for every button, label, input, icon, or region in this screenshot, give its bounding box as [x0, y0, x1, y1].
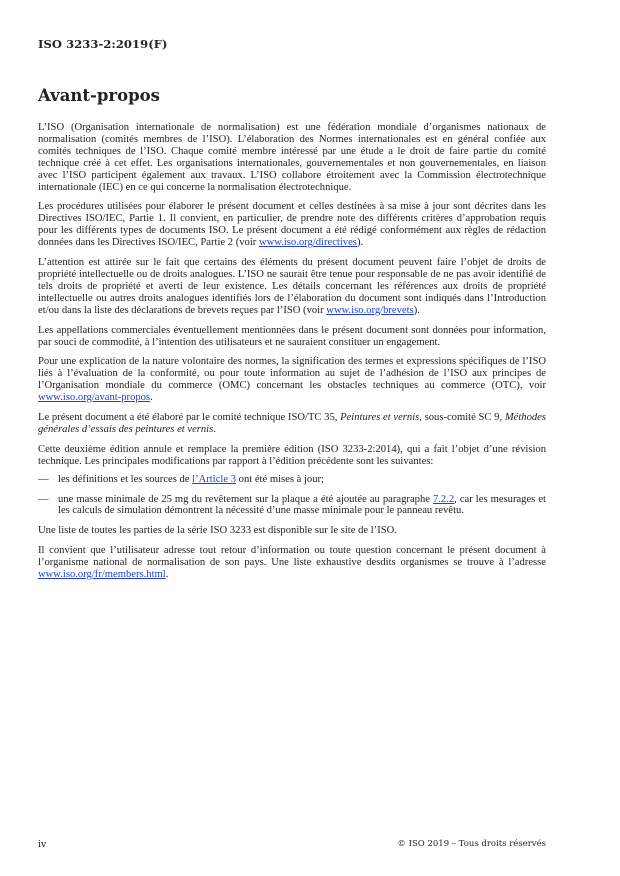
document-id: ISO 3233-2:2019(F) [38, 37, 168, 51]
paragraph-patents: L’attention est attirée sur le fait que certains des éléments du présent document peuvent faire l’objet de droits de propriété intellectuelle ou de droits analogues. L’ISO ne saurait être tenue pour responsable de ne pas avoir identifié de tels droits de propriété et averti de leur existence. Les détails concernant les références aux droits de propriété intellectuelle ou autres droits analogues identifiés lors de l’élaboration du document sont indiqués dans l’Introduction et/ou dans la liste des déclarations de brevets reçues par l’ISO (voir www.iso.org/brevets). [38, 257, 546, 316]
dash-marker: — [38, 493, 49, 505]
paragraph-iso-intro: L’ISO (Organisation internationale de normalisation) est une fédération mondiale d’organismes nationaux de normalisation (comités membres de l’ISO). L’élaboration des Normes internationales est en général confiée aux comités techniques de l’ISO. Chaque comité membre intéressé par une étude a le droit de faire partie du comité technique créé à cet effet. Les organisations internationales, gouvernementales et non gouvernementales, en liaison avec l’ISO participent également aux travaux. L’ISO collabore étroitement avec la Commission électrotechnique internationale (IEC) en ce qui concerne la normalisation électrotechnique. [38, 122, 546, 193]
foreword-link[interactable]: www.iso.org/avant-propos [38, 392, 151, 404]
list-item: — les définitions et les sources de l’Article 3 ont été mises à jour; [38, 473, 324, 485]
dash-marker: — [38, 473, 49, 485]
paragraph-procedures: Les procédures utilisées pour élaborer le présent document et celles destinées à sa mise à jour sont décrites dans les Directives ISO/IEC, Partie 1. Il convient, en particulier, de prendre note des différents critères d’approbation requis pour les différents types de documents ISO. Le présent document a été rédigé conformément aux règles de rédaction données dans les Directives ISO/IEC, Partie 2 (voir www.iso.org/directives). [38, 201, 546, 249]
paragraph-feedback: Il convient que l’utilisateur adresse tout retour d’information ou toute question concernant le présent document à l’organisme national de normalisation de son pays. Une liste exhaustive desdits organismes se trouve à l’adresse www.iso.org/fr/members.html. [38, 545, 546, 581]
copyright-notice: © ISO 2019 – Tous droits réservés [397, 839, 546, 849]
paragraph-series-list: Une liste de toutes les parties de la série ISO 3233 est disponible sur le site de l’ISO. [38, 525, 397, 537]
article-3-link[interactable]: l’Article 3 [192, 473, 236, 485]
page-title: Avant-propos [38, 86, 160, 105]
list-item: — une masse minimale de 25 mg du revêtement sur la plaque a été ajoutée au paragraphe 7.2.2, car les mesurages et les calculs de simulation démontrent la nécessité d’une masse minimale pour le panneau revêtu. [38, 493, 546, 517]
subclause-7-2-2-link[interactable]: 7.2.2 [432, 493, 455, 505]
members-link[interactable]: www.iso.org/fr/members.html [38, 569, 166, 581]
foreword-body [38, 122, 546, 589]
paragraph-voluntary-nature: Pour une explication de la nature volontaire des normes, la signification des termes et expressions spécifiques de l’ISO liés à l’évaluation de la conformité, ou pour toute information au sujet de l’adhésion de l’ISO aux principes de l’Organisation mondiale du commerce (OMC) concernant les obstacles techniques au commerce (OTC), voir www.iso.org/avant-propos. [38, 356, 546, 404]
directives-link[interactable]: www.iso.org/directives [258, 237, 357, 249]
paragraph-committee: Le présent document a été élaboré par le comité technique ISO/TC 35, Peintures et vernis, sous-comité SC 9, Méthodes générales d’essais des peintures et vernis. [38, 412, 546, 435]
paragraph-trade-names: Les appellations commerciales éventuellement mentionnées dans le présent document sont données pour information, par souci de commodité, à l’intention des utilisateurs et ne sauraient constituer un engagement. [38, 324, 546, 348]
patents-link[interactable]: www.iso.org/brevets [326, 304, 414, 316]
paragraph-edition: Cette deuxième édition annule et remplace la première édition (ISO 3233-2:2014), qui a fait l’objet d’une révision technique. Les principales modifications par rapport à l’édition précédente sont les suivantes: [38, 443, 546, 467]
page-number: iv [38, 839, 47, 850]
